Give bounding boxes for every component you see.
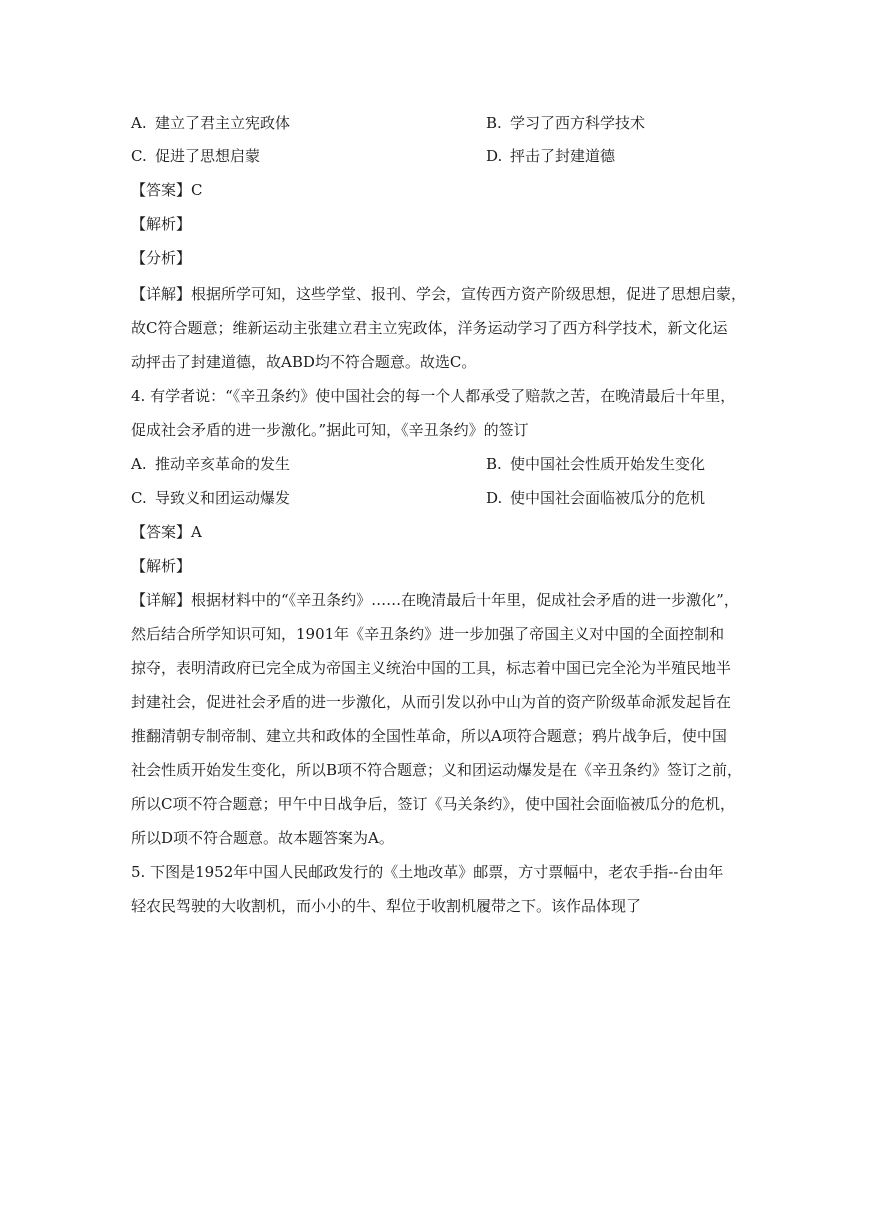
q3-answer: 【答案】C (131, 181, 203, 199)
option-letter: D. (486, 147, 503, 165)
option-letter: B. (486, 455, 502, 473)
q4-stem-line: 促成社会矛盾的进一步激化。”据此可知，《辛丑条约》的签订 (131, 421, 529, 439)
q3-detail-line: 动抨击了封建道德，故ABD均不符合题意。故选C。 (131, 353, 477, 371)
option-letter: C. (131, 489, 147, 507)
option-letter: A. (131, 455, 147, 473)
q4-detail-line: 【详解】根据材料中的“《辛丑条约》……在晚清最后十年里，促成社会矛盾的进一步激化”， (131, 591, 739, 609)
q4-stem-line: 4. 有学者说：“《辛丑条约》使中国社会的每一个人都承受了赔款之苦，在晚清最后十年里， (131, 387, 736, 405)
option-text: 使中国社会性质开始发生变化 (510, 455, 706, 473)
option-text: 导致义和团运动爆发 (155, 489, 291, 507)
q3-detail-line: 【详解】根据所学可知，这些学堂、报刊、学会，宣传西方资产阶级思想，促进了思想启蒙， (131, 285, 747, 303)
q4-answer: 【答案】A (131, 523, 202, 541)
q3-detail-line: 故C符合题意；维新运动主张建立君主立宪政体，洋务运动学习了西方科学技术，新文化运 (131, 319, 728, 337)
q4-option-d (486, 488, 746, 508)
q4-detail-line: 所以D项不符合题意。故本题答案为A。 (131, 829, 394, 847)
option-text: 学习了西方科学技术 (510, 114, 646, 132)
q3-option-b (486, 113, 746, 133)
option-letter: D. (486, 489, 503, 507)
q4-detail-line: 然后结合所学知识可知，1901年《辛丑条约》进一步加强了帝国主义对中国的全面控制和 (131, 625, 725, 643)
q4-jiexi-heading: 【解析】 (131, 557, 192, 575)
q3-fenxi-heading: 【分析】 (131, 249, 192, 267)
q4-option-b (486, 454, 746, 474)
q4-detail-line: 封建社会，促进社会矛盾的进一步激化，从而引发以孙中山为首的资产阶级革命派发起旨在 (131, 693, 732, 711)
q4-detail-line: 社会性质开始发生变化，所以B项不符合题意；义和团运动爆发是在《辛丑条约》签订之前， (131, 761, 743, 779)
option-text: 建立了君主立宪政体 (155, 114, 291, 132)
q4-detail-line: 推翻清朝专制帝制、建立共和政体的全国性革命，所以A项符合题意；鸦片战争后，使中国 (131, 727, 727, 745)
q5-stem-line: 5. 下图是1952年中国人民邮政发行的《土地改革》邮票，方寸票幅中，老农手指--台由年 (131, 863, 724, 881)
option-letter: C. (131, 147, 147, 165)
q5-stem-line: 轻农民驾驶的大收割机，而小小的牛、犁位于收割机履带之下。该作品体现了 (131, 897, 642, 915)
option-text: 促进了思想启蒙 (155, 147, 261, 165)
q4-detail-line: 所以C项不符合题意；甲午中日战争后，签订《马关条约》，使中国社会面临被瓜分的危机， (131, 795, 735, 813)
option-text: 推动辛亥革命的发生 (155, 455, 291, 473)
q4-detail-line: 掠夺，表明清政府已完全成为帝国主义统治中国的工具，标志着中国已完全沦为半殖民地半 (131, 659, 732, 677)
option-text: 使中国社会面临被瓜分的危机 (510, 489, 706, 507)
q3-jiexi-heading: 【解析】 (131, 215, 192, 233)
option-text: 抨击了封建道德 (510, 147, 616, 165)
option-letter: B. (486, 114, 502, 132)
q3-option-d (486, 146, 746, 166)
option-letter: A. (131, 114, 147, 132)
